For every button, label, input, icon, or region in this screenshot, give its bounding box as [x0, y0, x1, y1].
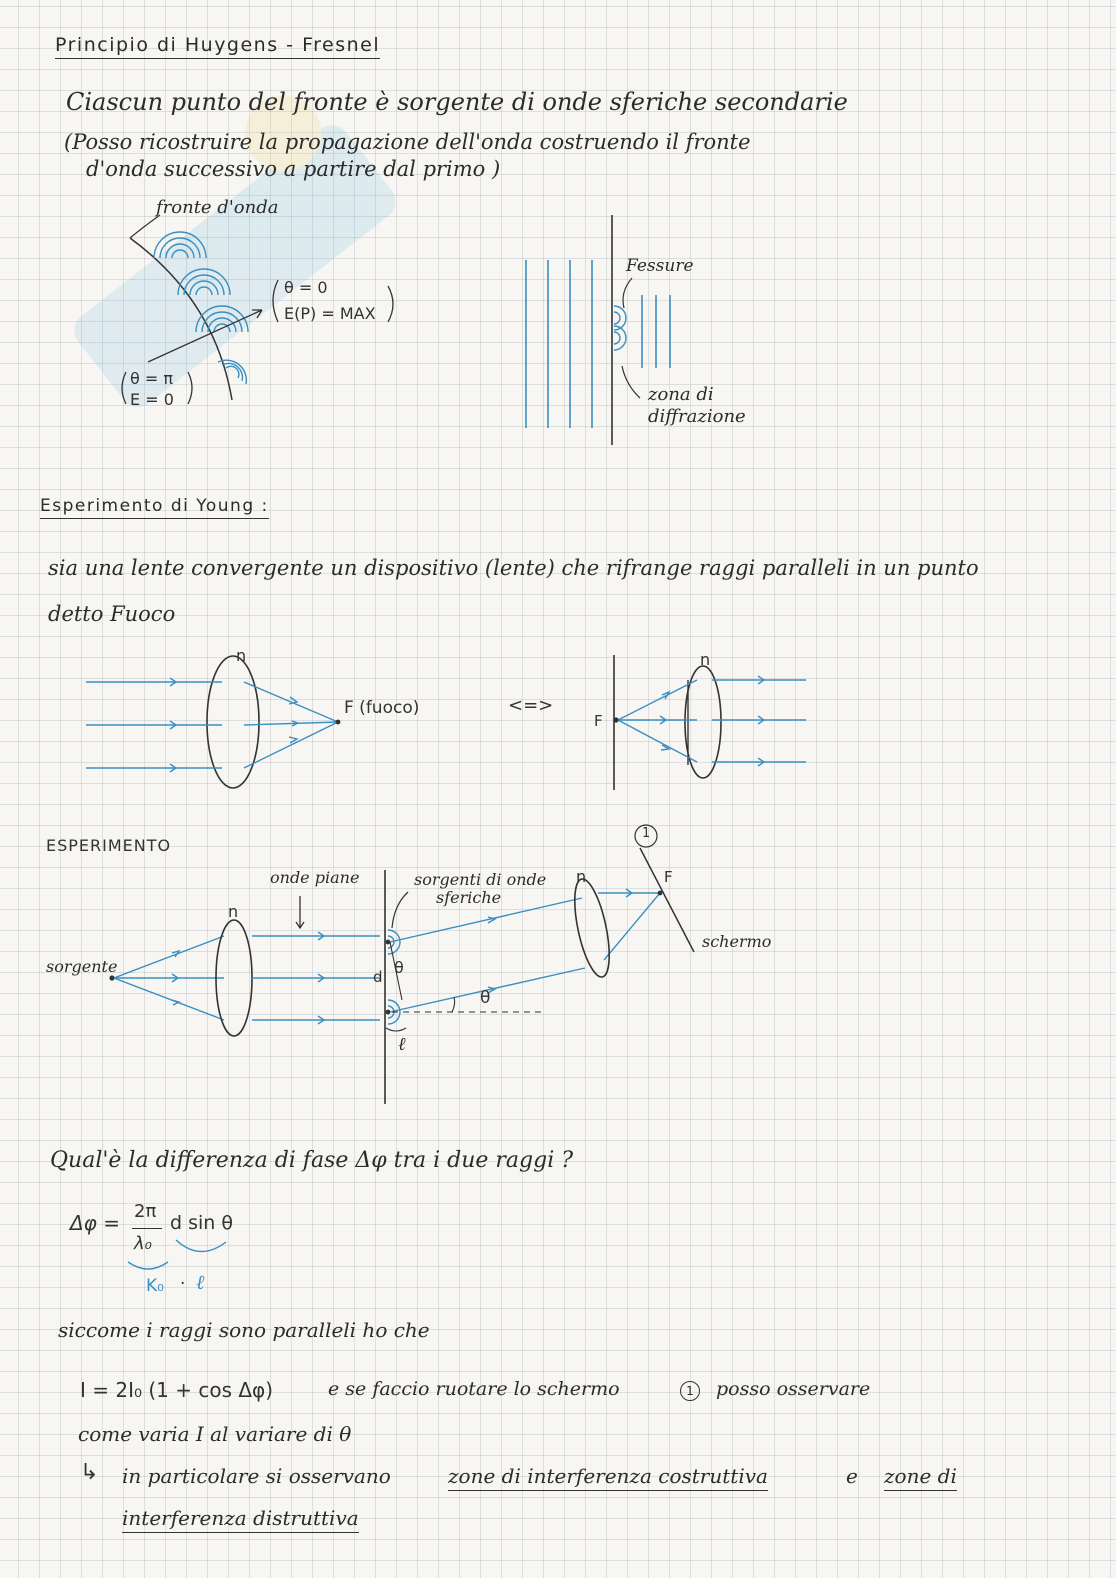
- label-diffrazione: diffrazione: [648, 406, 746, 427]
- lens-a-label: n: [228, 902, 239, 921]
- phase-question: Qual'è la differenza di fase Δφ tra i due raggi ?: [50, 1148, 574, 1173]
- zone-destructive: interferenza distruttiva: [122, 1506, 359, 1530]
- zone-di: zone di: [884, 1464, 957, 1488]
- focus-label-2: F: [594, 712, 603, 730]
- focus-label-1: F (fuoco): [344, 698, 420, 718]
- label-path-difference: ℓ: [398, 1034, 406, 1055]
- label-zona: zona di: [648, 384, 714, 405]
- label-sferiche: sferiche: [436, 888, 502, 907]
- label-sorgente: sorgente: [46, 957, 118, 976]
- experiment-title: ESPERIMENTO: [46, 836, 172, 855]
- fraction-numerator: 2π: [134, 1201, 157, 1222]
- rotate-text-a: e se faccio ruotare lo schermo: [328, 1378, 620, 1400]
- label-e-0: E = 0: [130, 390, 174, 409]
- label-theta-angle: θ: [480, 988, 491, 1008]
- zone-constructive: zone di interferenza costruttiva: [448, 1464, 768, 1488]
- huygens-line-2: (Posso ricostruire la propagazione dell'onda costruendo il fronte: [64, 130, 751, 154]
- vary-text: come varia I al variare di θ: [78, 1422, 352, 1446]
- label-fronte-onda: fronte d'onda: [156, 197, 279, 218]
- equivalence-symbol: <=>: [508, 695, 554, 716]
- label-slit-distance: d: [373, 968, 383, 986]
- ell-label: ℓ: [196, 1270, 205, 1294]
- k0-label: K₀: [146, 1276, 164, 1296]
- rotate-text-b: posso osservare: [716, 1378, 871, 1400]
- product-dot: ·: [180, 1274, 186, 1294]
- label-schermo: schermo: [702, 932, 772, 951]
- lens-1-label: n: [236, 646, 247, 665]
- arrow-icon: ↳: [80, 1460, 99, 1485]
- intensity-formula: I = 2I₀ (1 + cos Δφ): [80, 1378, 274, 1402]
- huygens-line-3: d'onda successivo a partire dal primo ): [86, 157, 501, 181]
- young-line-1: sia una lente convergente un dispositivo (lente) che rifrange raggi paralleli in un punto: [48, 556, 979, 580]
- particular-text: in particolare si osservano: [122, 1464, 391, 1488]
- fraction-denominator: λ₀: [134, 1233, 152, 1254]
- circled-marker: 1: [680, 1381, 700, 1401]
- delta-phi-lhs: Δφ =: [70, 1211, 120, 1235]
- parallel-rays-text: siccome i raggi sono paralleli ho che: [58, 1318, 430, 1342]
- huygens-title: Principio di Huygens - Fresnel: [55, 34, 380, 56]
- lens-b-label: n: [576, 867, 587, 886]
- label-theta-slit: θ: [394, 958, 404, 977]
- label-sorgenti-onde: sorgenti di onde: [414, 870, 547, 889]
- label-theta-pi: θ = π: [130, 369, 173, 388]
- lens-2-label: n: [700, 650, 711, 669]
- young-title: Esperimento di Young :: [40, 496, 269, 516]
- label-onde-piane: onde piane: [270, 868, 360, 887]
- label-focus-F: F: [664, 868, 673, 886]
- d-sin-theta: d sin θ: [170, 1212, 233, 1234]
- young-line-2: detto Fuoco: [48, 602, 176, 626]
- conjunction-e: e: [846, 1464, 858, 1488]
- label-fessure: Fessure: [626, 256, 694, 276]
- label-e-max: E(P) = MAX: [284, 304, 376, 323]
- huygens-line-1: Ciascun punto del fronte è sorgente di onde sferiche secondarie: [66, 88, 848, 116]
- screen-marker-number: 1: [642, 826, 651, 841]
- label-theta-0: θ = 0: [284, 278, 328, 297]
